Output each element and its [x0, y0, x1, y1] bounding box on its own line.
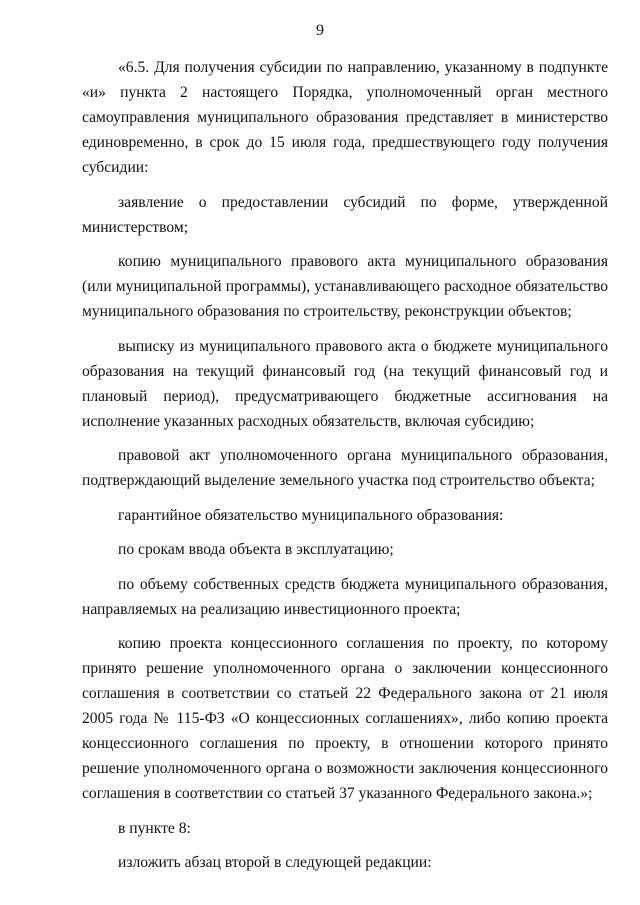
- paragraph-budget-extract: выписку из муниципального правового акта о бюджете муниципального образования на текущий финансовый год (на текущий финансовый год и плановый период), предусматривающего бюджетные ассигнования на исполнение указанных расходных обязательств, включая субсидию;: [82, 337, 608, 430]
- paragraph-concession-agreement: копию проекта концессионного соглашения по проекту, по которому принято решение уполномоченного органа о заключении концессионного соглашения в соответствии со статьей 22 Федерального закона от 21 июля 2005 года № 115-ФЗ «О концессионных соглашениях», либо копию проекта концессионного соглашения по проекту, в отношении которого принято решение уполномоченного органа о возможности заключения концессионного соглашения в соответствии со статьей 37 указанного Федерального закона.»;: [82, 635, 608, 802]
- paragraph-guarantee: гарантийное обязательство муниципального образования:: [118, 506, 504, 524]
- document-body: [82, 55, 608, 875]
- paragraph-own-funds: по объему собственных средств бюджета муниципального образования, направляемых на реализацию инвестиционного проекта;: [82, 575, 608, 618]
- paragraph-point-8: в пункте 8:: [118, 819, 191, 837]
- paragraph-land-plot-act: правовой акт уполномоченного органа муниципального образования, подтверждающий выделение земельного участка под строительство объекта;: [82, 447, 608, 489]
- paragraph-application: заявление о предоставлении субсидий по форме, утвержденной министерством;: [82, 193, 608, 236]
- paragraph-second-paragraph-edit: изложить абзац второй в следующей редакции:: [118, 854, 432, 871]
- paragraph-commissioning-terms: по срокам ввода объекта в эксплуатацию;: [118, 541, 394, 558]
- page-number: 9: [316, 22, 324, 39]
- paragraph-legal-act-copy: копию муниципального правового акта муниципального образования (или муниципальной программы), устанавливающего расходное обязательство муниципального образования по строительству, реконструкции объектов;: [82, 253, 608, 320]
- paragraph-6-5-intro: «6.5. Для получения субсидии по направлению, указанному в подпункте «и» пункта 2 настоящего Порядка, уполномоченный орган местного самоуправления муниципального образования представляет в министерство единовременно, в срок до 15 июля года, предшествующего году получения субсидии:: [82, 59, 608, 176]
